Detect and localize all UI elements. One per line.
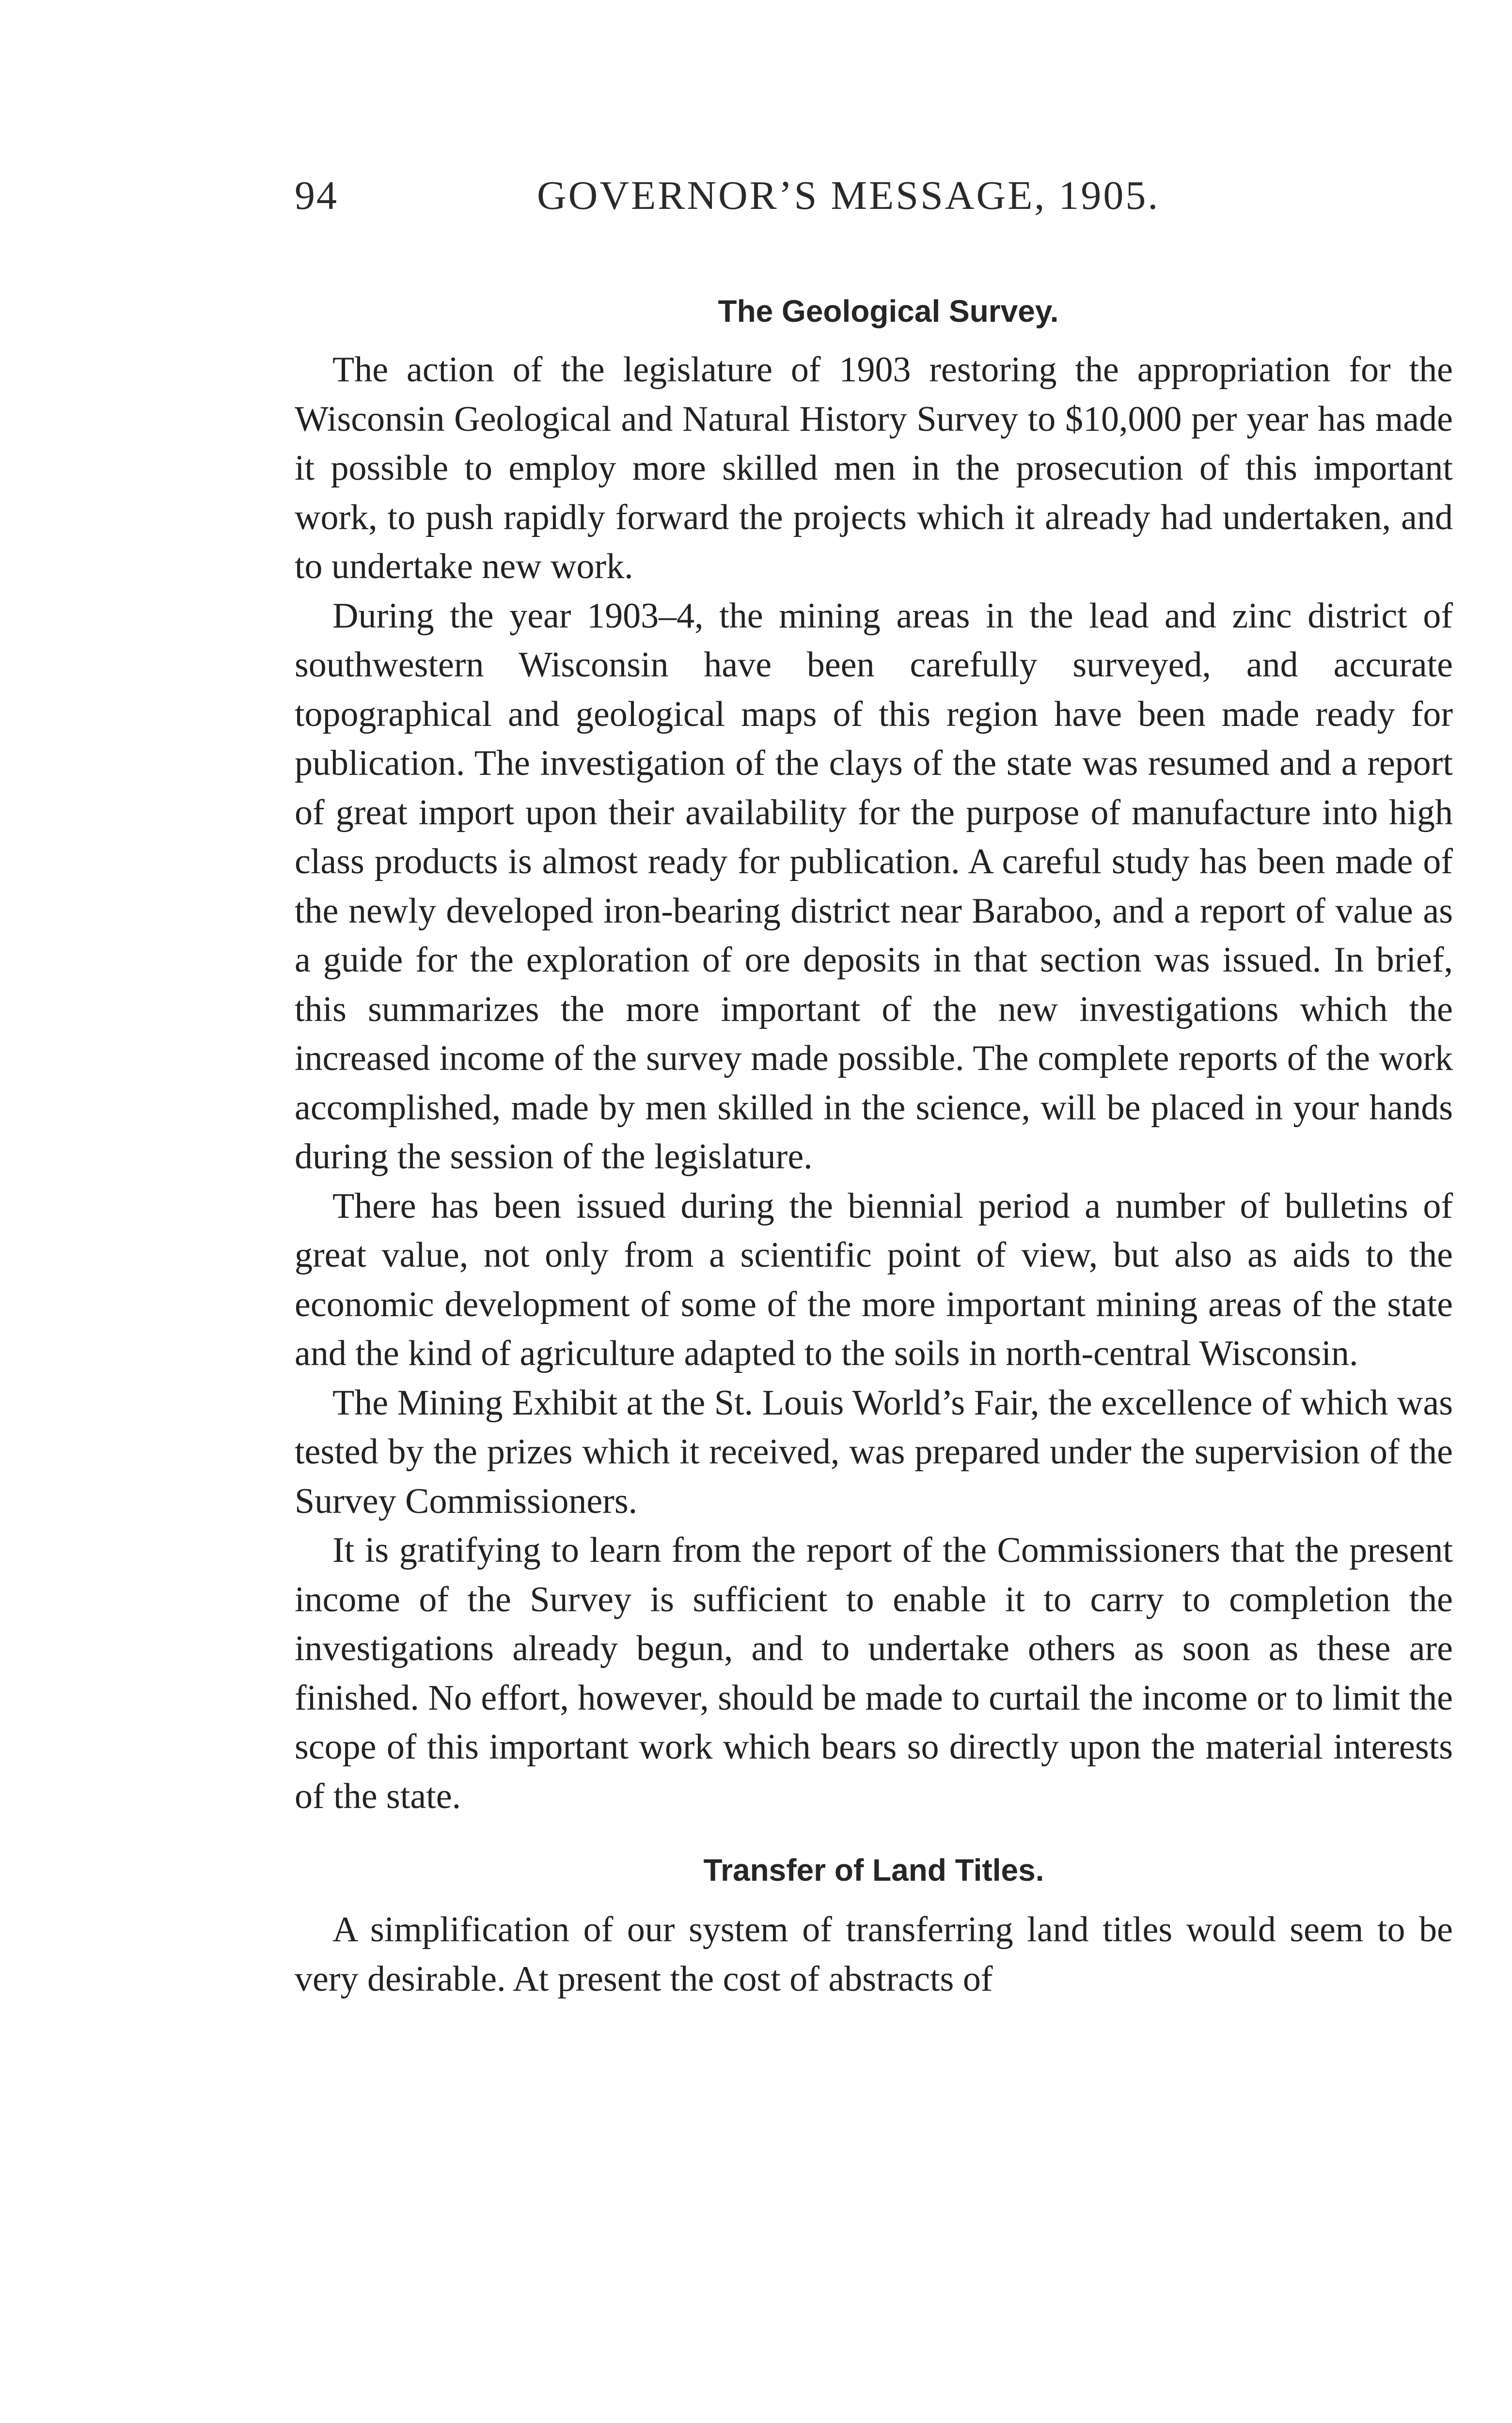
section-heading: Transfer of Land Titles.	[703, 1853, 1044, 1888]
section-geological-survey	[295, 293, 1453, 1821]
running-title: GOVERNOR’S MESSAGE, 1905.	[537, 173, 1160, 218]
paragraph: The action of the legislature of 1903 restoring the appropriation for the Wisconsin Geological and Natural History Survey to $10,000 per year has made it possible to employ more skilled men in the prosecution of this important work, to push rapidly forward the projects which it already had undertaken, and to undertake new work.	[295, 350, 1453, 586]
paragraph: There has been issued during the biennial period a number of bulletins of great value, not only from a scientific point of view, but also as aids to the economic development of some of the more important mining areas of the state and the kind of agriculture adapted to the soils in north-central Wisconsin.	[295, 1186, 1453, 1373]
paragraph: A simplification of our system of transferring land titles would seem to be very desirable. At present the cost of abstracts of	[295, 1910, 1453, 1999]
section-heading: The Geological Survey.	[718, 294, 1059, 329]
paragraph: It is gratifying to learn from the report of the Commissioners that the present income of the Survey is sufficient to enable it to carry to completion the investigations already begun, and to undertake others as soon as these are finished. No effort, however, should be made to curtail the income or to limit the scope of this important work which bears so directly upon the material interests of the state.	[295, 1530, 1453, 1816]
page-number: 94	[295, 173, 338, 218]
section-transfer-of-land-titles	[295, 1852, 1453, 2004]
paragraph: During the year 1903–4, the mining areas in the lead and zinc district of southwestern Wisconsin have been carefully surveyed, and accurate topographical and geological maps of this region have been made ready for publication. The investigation of the clays of the state was resumed and a report of great import upon their availability for the purpose of manufacture into high class products is almost ready for publication. A careful study has been made of the newly developed iron-bearing district near Baraboo, and a report of value as a guide for the exploration of ore deposits in that section was issued. In brief, this summarizes the more important of the new investigations which the increased income of the survey made possible. The complete reports of the work accomplished, made by men skilled in the science, will be placed in your hands during the session of the legislature.	[295, 596, 1453, 1177]
paragraph: The Mining Exhibit at the St. Louis World’s Fair, the excellence of which was tested by the prizes which it received, was prepared under the supervision of the Survey Commissioners.	[295, 1383, 1453, 1521]
running-head	[295, 172, 1453, 225]
page-content	[295, 172, 1453, 2004]
